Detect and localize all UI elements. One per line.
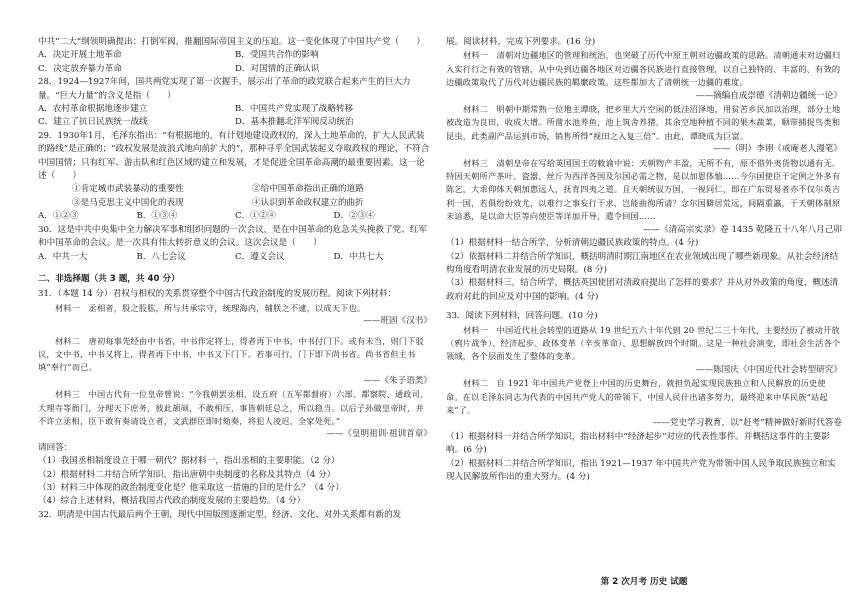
q28-option-b: B．中国共产党实现了战略转移	[235, 104, 354, 115]
q30-option-b: B．八七会议	[136, 251, 186, 262]
q32-material-1: 材料一 清朝对边疆地区的管理和统治，也突破了历代中原王朝对边疆政策的思路。清朝通未对边疆归入实行行之有效的管辖，从中央到边疆各地区对边疆各民族进行直接管理，以自己独特的、丰富的、有效的边疆政策取代了历代对边疆民族的羁縻政策。这些都加大了清朝统一边疆的难度。	[446, 50, 841, 88]
q30-option-a: A．中共一大	[38, 251, 88, 262]
q32-sub-1: （1）根据材料一结合所学，分析清朝边疆民族政策的特点。(4 分)	[446, 238, 699, 249]
q31-sub-4: （4）综合上述材料，概括我国古代政治制度发展的主要趋势。（4 分）	[38, 496, 306, 507]
q28-option-d: D．基本推翻北洋军阀反动统治	[235, 117, 354, 128]
q29-option-c: C．①②④	[235, 211, 276, 222]
q31-material-3: 材料三 中国古代有一位皇帝曾说：“今我朝罢丞相，设五府（五军都督府）六部、都察院、通政司、大理寺等衙门，分理天下庶务，彼此颉颃，不敢相压，事皆朝廷总之，所以稳当。以后子孙做皇帝时，并不许立丞相，臣下敢有奏请设立者，文武群臣即时劾奏，将犯人凌迟，全家处死。”	[38, 389, 429, 426]
q33-stem: 33．阅读下列材料，回答问题。(10 分)	[446, 311, 598, 322]
q28-options	[38, 103, 432, 130]
q32-material-1-source: ——摘编自成崇德《清朝边疆统一论》	[695, 90, 842, 101]
q27-options	[38, 49, 432, 76]
q33-material-2-source: ——党史学习教育，以“赶考”精神做好新时代答卷	[652, 418, 842, 429]
q31-material-2-source: ——《朱子语类》	[363, 375, 432, 386]
q29-statement-2: ②给中国革命指出正确的道路	[252, 184, 364, 195]
q28-option-c: C．建立了抗日民族统一战线	[38, 117, 148, 128]
q31-sub-3: （3）材料三中体现的政治制度变化是？他采取这一措施的目的是什么？（4 分）	[38, 483, 344, 493]
q31-sub-2: （2）根据材料二并结合所学知识，指出唐朝中央制度的名称及其特点（4 分）	[38, 469, 336, 480]
q29-option-a: A．①②③	[38, 211, 79, 222]
q30-option-c: C．遵义会议	[235, 251, 285, 262]
left-column	[38, 36, 432, 522]
q29-statement-4: ④认识到革命政权建立的曲折	[252, 197, 364, 208]
q32-material-2-source: ——（明）李诩《戒庵老人漫笔》	[713, 144, 842, 155]
section-heading: 二、非选择题（共 3 题，共 40 分）	[38, 273, 180, 284]
q27-option-d: D．对国情的正确认识	[235, 63, 320, 74]
q29-statements-row2	[38, 197, 432, 210]
q31-stem: 31．（本题 14 分）君权与相权的关系贯穿整个中国古代政治制度的发展历程。阅读下列材料：	[38, 289, 397, 300]
q29-stem: 29．1930年1月，毛泽东指出：“有根据地的，有计划地建设政权的，深入土地革命的，扩大人民武装的路线”是正确的；“政权发展是波浪式地向前扩大的”，那种寻乎全国武装起义夺取政权的理论，不符合中国国情；只有红军、游击队和红色区域的建立和发展，才是促进全国革命高潮的最重要因素。这一论述（ ）	[38, 130, 430, 182]
q29-statement-1: ①肯定城市武装暴动的重要性	[72, 184, 184, 195]
q33-sub-1: （1）根据材料一并结合所学知识，指出材料中“经济起步”对应的代表性事件。并概括这事件的主要影响。(6 分)	[446, 431, 830, 456]
q32-stem: 32．明清是中国古代最后两个王朝，现代中国版图逐渐定型，经济、文化、对外关系都有新的发	[38, 509, 402, 520]
q28-option-a: A．农村革命根据地逐步建立	[38, 104, 148, 115]
q32-sub-3: （3）根据材料三，结合所学，概括英国使团对清政府提出了怎样的要求？并从对外政策的角度，概述清政府对此的回应及对中国的影响。(4 分)	[446, 278, 839, 302]
q29-statement-3: ③是马克思主义中国化的表现	[72, 197, 184, 208]
q27-option-b: B．受国共合作的影响	[235, 50, 319, 61]
q29-option-d: D．②③④	[333, 211, 375, 222]
q29-option-b: B．①③④	[136, 211, 178, 222]
q32-material-3-source: ——《清高宗实录》卷 1435 乾隆五十八年八月己卯	[642, 224, 842, 235]
q32-material-2: 材料二 明朝中期常熟一位地主谭晓，把乡里大片空闲的低洼沼泽地，用贫苦乡民加以治理，部分土地被改造为良田，收成大增。所凿水池养鱼，池上筑舍养猪，其余空地种植不同的果木蔬菜，顺带捕捉鸟类和昆虫，此类副产品运到市场，销售所得“视田之入复三倍”。由此，谭晓成为巨富。	[446, 104, 841, 141]
q32-stem-continued: 展。阅读材料，完成下列要求。(16 分)	[446, 37, 596, 47]
q29-statements-row1	[38, 183, 432, 196]
q33-material-2: 材料二 自 1921 年中国共产党登上中国的历史舞台，就担负起实现民族独立和人民解放的历史使命。在以毛泽东同志为代表的中国共产党人的带领下，中国人民什出诸多努力，最终迎来中华民族“站起来”了。	[446, 378, 828, 415]
q27-option-c: C．决定放弃暴力革命	[38, 63, 122, 74]
q30-stem: 30．这是中共中央集中全力解决军事和组织问题的一次会议，是在中国革命的危急关头挽救了党、红军和中国革命的会议，是一次具有伟大转折意义的会议。这次会议是（ ）	[38, 224, 428, 249]
q29-options	[38, 210, 432, 223]
q33-material-1-source: ——陈国庆《中国近代社会转型研究》	[695, 364, 842, 375]
page-footer: 第 2 次月考 历史 试题	[600, 577, 688, 587]
q31-material-1-source: ——班固《汉书》	[363, 316, 432, 327]
q27-stem: 中共“二大”纲领明确提出：打倒军阀，推翻国际帝国主义的压迫。这一变化体现了中国共产党（ ）	[38, 37, 425, 47]
q31-sub-1: （1）我国丞相制度设立于哪一朝代？据材料一，指出丞相的主要职能。（2 分）	[38, 456, 340, 467]
q31-material-2: 材料二 唐初每事先经由中书省，中书作定将上，得者再下中书，中书付门下。或有未当，则门下驳议，文中书，中书又将上，得者再下中书，中书又下门下。若事可行，门下即下尚书省。尚书省但主书填“奉行”而已。	[38, 335, 425, 373]
q33-material-1: 材料一 中国近代社会转型的道路从 19 世纪五六十年代到 20 世纪二三十年代，主要经历了被动开放（鸦片战争）、经济起步、政体变革（辛亥革命）、思想解放四个时期。这是一种社会演变，即社会生活各个领域，各个层面发生了整体的变革。	[446, 324, 841, 362]
q27-option-a: A．决定开展土地革命	[38, 50, 122, 61]
right-column	[446, 36, 842, 484]
q30-options	[38, 251, 432, 264]
q31-material-1: 材料一 丞相者，股之股肱，所与共承宗守，统理海内，辅朕之不逮，以成天下也。	[55, 302, 366, 313]
q31-material-3-source: ——《皇明祖训·祖训首章》	[326, 429, 432, 440]
q33-sub-2: （2）根据材料二并结合所学知识，指出 1921—1937 年中国共产党为带领中国人民争取民族独立和实现人民解放所作出的重大努力。(4 分)	[446, 458, 836, 482]
q28-stem: 28．1924—1927年间，国共两党实现了第一次握手，展示出了革命的政党联合起来产生的巨大力量。“巨大力量”的含义是指（ ）	[38, 77, 411, 101]
q32-material-3: 材料三 清朝皇帝在写给英国国王的敕谕中说：天朝物产丰盈，无所不有，原不借外夷货物以通有无。特因天朝所产茶叶、瓷器、丝斤为西洋各国及尔国必需之物，是以加恩体恤……今尔国使臣于定例之外多有陈乞，大乖仰体天朝加惠远人，抚育四夷之道。且天朝统驭万国，一视同仁，即在广东贸易者亦不仅尔英吉利一国，若俱纷纷效尤，以难行之事妄行干求，岂能曲徇所请？念尔国僻居荒远，间隔重瀛，于天朝体制原未谙悉，是以命大臣等向使臣等详加开导，遣令回国……	[446, 157, 841, 222]
q32-sub-2: （2）依据材料二并结合所学知识，概括明清时期江南地区在农业领域出现了哪些新现象。从社会经济结构角度看明清农业发展的历史局限。(8 分)	[446, 251, 839, 275]
q31-ask: 请回答：	[38, 442, 73, 453]
q30-option-d: D．中共七大	[333, 251, 384, 262]
